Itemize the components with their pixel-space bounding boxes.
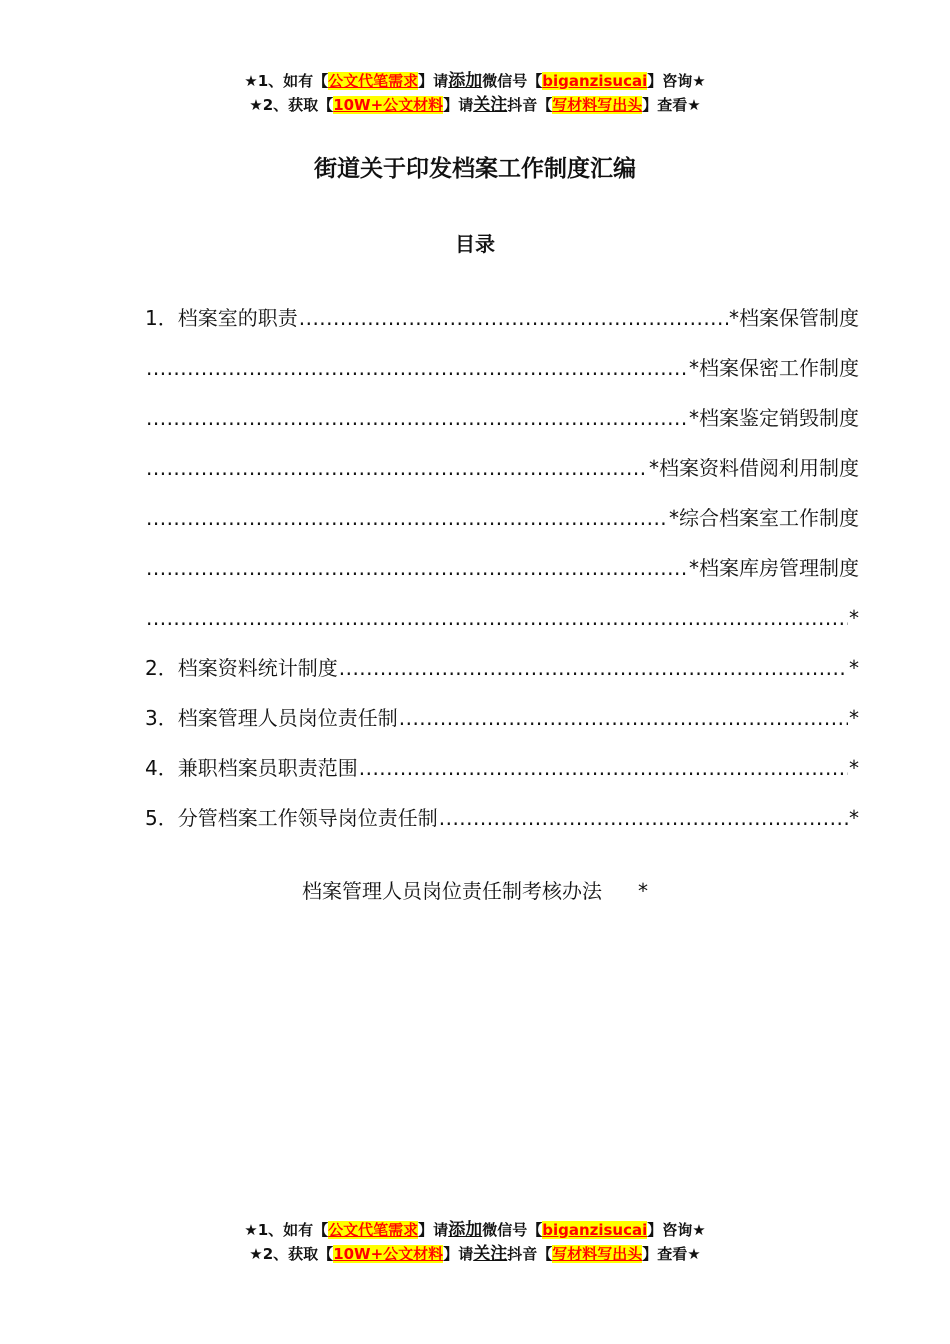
toc-leader <box>146 501 668 535</box>
banner-highlight: 公文代笔需求 <box>328 72 419 90</box>
toc-entry-page: *综合档案室工作制度 <box>669 506 859 530</box>
toc-leader <box>299 301 728 335</box>
toc-heading: 目录 <box>455 232 495 256</box>
banner-text: 微信号【 <box>482 1221 543 1239</box>
banner-text: 】咨询★ <box>647 72 706 90</box>
banner-text: 】请 <box>443 1245 474 1263</box>
toc-leader <box>146 351 688 385</box>
banner-line-2 <box>0 93 950 117</box>
toc-entry-title: 1．档案室的职责 <box>145 306 298 330</box>
banner-underline: 添加 <box>448 71 483 91</box>
toc-entry-page: *档案鉴定销毁制度 <box>689 406 859 430</box>
banner-text: 】查看★ <box>642 1245 701 1263</box>
banner-text: 】咨询★ <box>647 1221 706 1239</box>
banner-line-1 <box>0 69 950 93</box>
banner-text: 】请 <box>443 96 474 114</box>
banner-highlight-wechat: biganzisucai <box>542 1221 648 1239</box>
toc-leader <box>146 451 648 485</box>
toc-entry-page: *档案库房管理制度 <box>689 556 859 580</box>
toc-entry-page: * <box>849 656 859 680</box>
banner-text: 抖音【 <box>507 1245 553 1263</box>
document-title: 街道关于印发档案工作制度汇编 <box>314 156 636 182</box>
banner-text: ★1、如有【 <box>244 72 329 90</box>
banner-text: 】查看★ <box>642 96 701 114</box>
toc-entry-page: * <box>849 606 859 630</box>
banner-highlight-douyin: 写材料写出头 <box>552 96 643 114</box>
footer-banner <box>0 1218 950 1266</box>
toc-leader <box>146 401 688 435</box>
toc-entry-page: * <box>849 756 859 780</box>
banner-line-2 <box>0 1242 950 1266</box>
banner-text: 】请 <box>418 72 449 90</box>
header-banner <box>0 69 950 117</box>
banner-underline: 添加 <box>448 1220 483 1240</box>
toc-leader <box>359 751 848 785</box>
table-of-contents <box>145 301 859 851</box>
toc-entry[interactable] <box>145 401 859 451</box>
banner-underline: 关注 <box>473 1244 508 1264</box>
banner-highlight: 10W+公文材料 <box>333 96 444 114</box>
toc-entry-title: 3．档案管理人员岗位责任制 <box>145 706 398 730</box>
toc-leader <box>339 651 848 685</box>
banner-highlight: 10W+公文材料 <box>333 1245 444 1263</box>
toc-leader <box>439 801 848 835</box>
toc-leader <box>399 701 848 735</box>
toc-leader <box>146 601 848 635</box>
banner-text: ★1、如有【 <box>244 1221 329 1239</box>
exam-method-page: * <box>638 879 648 903</box>
banner-text: ★2、获取【 <box>249 96 334 114</box>
toc-entry[interactable] <box>145 651 859 701</box>
banner-text: ★2、获取【 <box>249 1245 334 1263</box>
toc-entry[interactable] <box>145 751 859 801</box>
banner-underline: 关注 <box>473 95 508 115</box>
banner-highlight-wechat: biganzisucai <box>542 72 648 90</box>
toc-entry-title: 2．档案资料统计制度 <box>145 656 338 680</box>
toc-entry-title: 4．兼职档案员职责范围 <box>145 756 358 780</box>
banner-highlight: 公文代笔需求 <box>328 1221 419 1239</box>
toc-entry[interactable] <box>145 701 859 751</box>
toc-entry[interactable] <box>145 301 859 351</box>
banner-text: 微信号【 <box>482 72 543 90</box>
toc-entry[interactable] <box>145 551 859 601</box>
banner-highlight-douyin: 写材料写出头 <box>552 1245 643 1263</box>
toc-entry[interactable] <box>145 451 859 501</box>
toc-entry-page: *档案保管制度 <box>729 306 859 330</box>
toc-entry[interactable] <box>145 601 859 651</box>
toc-entry-page: * <box>849 806 859 830</box>
toc-entry-exam-method[interactable] <box>0 876 950 906</box>
exam-method-title: 档案管理人员岗位责任制考核办法 <box>302 879 602 903</box>
toc-entry-page: *档案资料借阅利用制度 <box>649 456 859 480</box>
toc-entry-page: * <box>849 706 859 730</box>
toc-entry-title: 5．分管档案工作领导岗位责任制 <box>145 806 438 830</box>
banner-text: 】请 <box>418 1221 449 1239</box>
toc-entry[interactable] <box>145 801 859 851</box>
banner-text: 抖音【 <box>507 96 553 114</box>
banner-line-1 <box>0 1218 950 1242</box>
toc-entry[interactable] <box>145 501 859 551</box>
toc-entry-page: *档案保密工作制度 <box>689 356 859 380</box>
toc-entry[interactable] <box>145 351 859 401</box>
toc-leader <box>146 551 688 585</box>
